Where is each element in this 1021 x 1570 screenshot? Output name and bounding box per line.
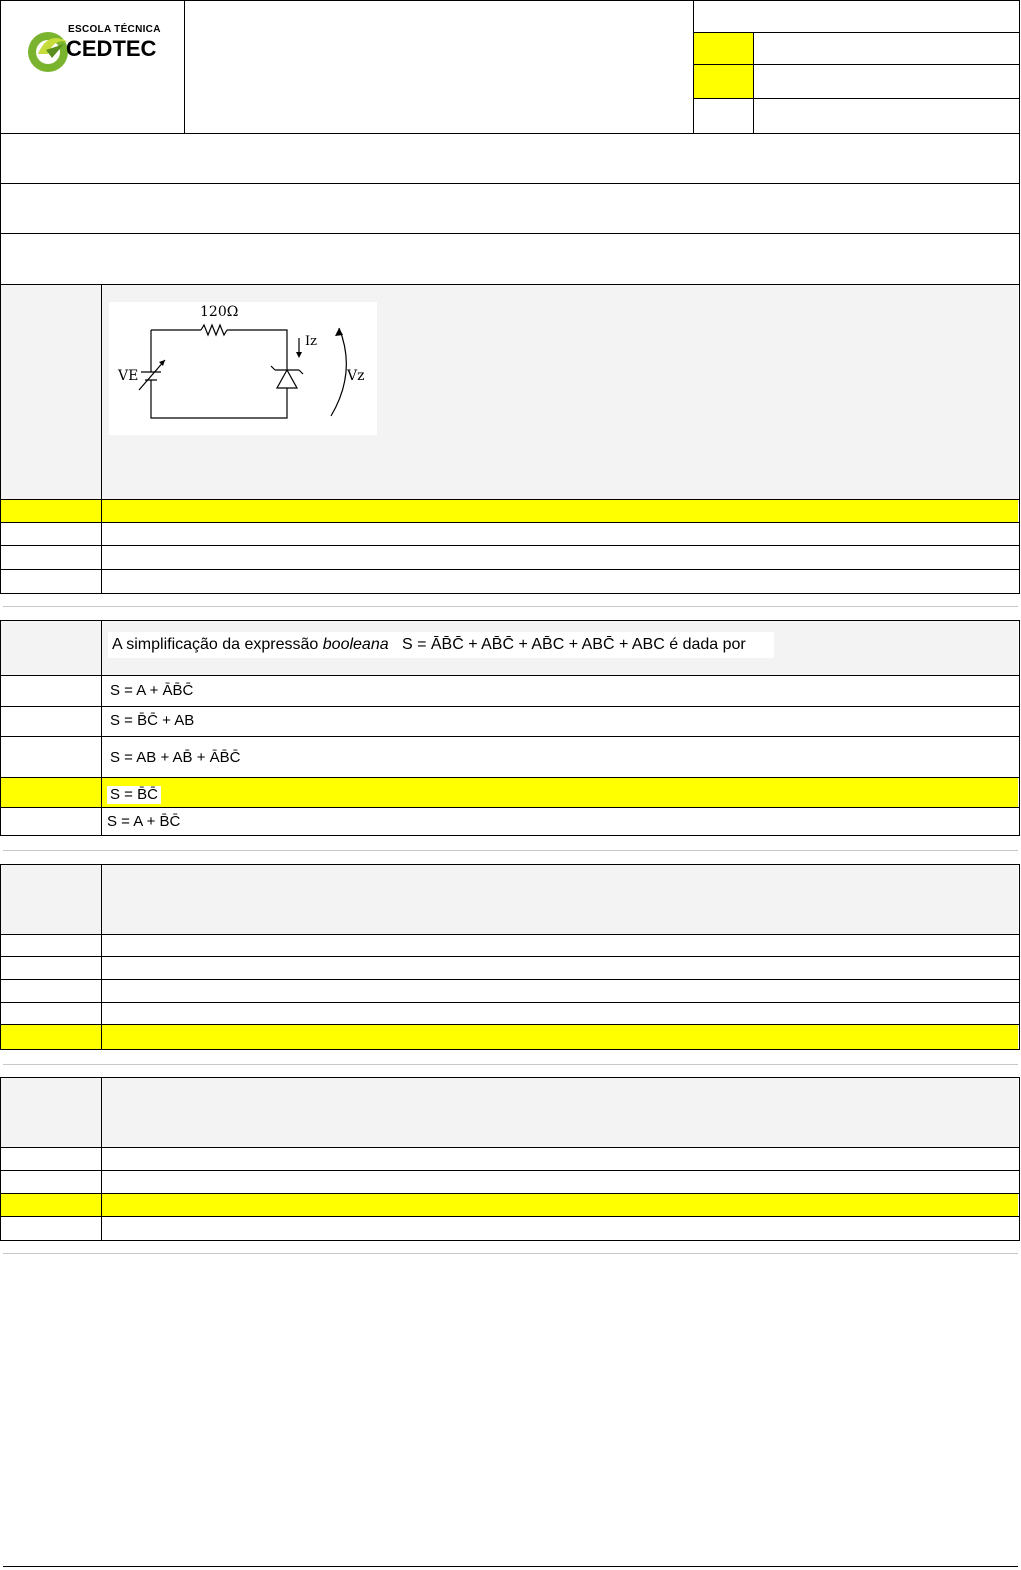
separator-2 (3, 850, 1018, 851)
q2-prompt-suffix: é dada por (669, 636, 746, 653)
q3-col-divider-yellow (101, 1025, 102, 1049)
q1-col-divider-yellow (101, 500, 102, 522)
header-yellow-cell-1 (694, 33, 753, 64)
logo-line2: CEDTEC (66, 36, 157, 61)
q2-option-b: S = B̄C̄ + AB (107, 712, 197, 730)
q3-option-b-row[interactable] (1, 957, 1018, 979)
header-right-rule-3 (693, 98, 1020, 99)
info-row-2 (0, 183, 1020, 234)
q1-option-a-row[interactable] (1, 500, 1018, 522)
header-yellow-cell-2 (694, 65, 753, 98)
q2-prompt-italic: booleana (322, 636, 389, 653)
zener-circuit-figure (109, 302, 377, 435)
info-row-3 (0, 233, 1020, 285)
q3-option-a-row[interactable] (1, 935, 1018, 956)
q3-option-d-row[interactable] (1, 1003, 1018, 1024)
info-row-1 (0, 133, 1020, 184)
header-divider-logo (184, 0, 185, 134)
q1-option-b-row[interactable] (1, 523, 1018, 544)
q3-option-c-row[interactable] (1, 980, 1018, 1002)
logo-line1: ESCOLA TÉCNICA (68, 24, 161, 35)
resistor-symbol (201, 325, 227, 335)
q4-option-a-row[interactable] (1, 1148, 1018, 1170)
current-label: Iz (305, 334, 317, 349)
question2-prompt (108, 632, 774, 658)
q2-option-c: S = AB + AB̄ + ĀB̄C̄ (107, 749, 244, 767)
resistor-label: 120Ω (200, 304, 239, 320)
q4-option-c-row[interactable] (1, 1194, 1018, 1216)
q2-option-d: S = B̄C̄ (107, 786, 161, 804)
separator-4 (3, 1253, 1018, 1254)
question4-statement-cell (1, 1078, 1018, 1147)
q2-expression: S = ĀB̄C̄ + AB̄C̄ + AB̄C + ABC̄ + ABC (401, 636, 665, 653)
q4-option-d-row[interactable] (1, 1217, 1018, 1240)
header-right-inner-divider (753, 32, 754, 134)
source-label: VE (118, 368, 139, 384)
q2-option-a: S = A + ĀB̄C̄ (107, 682, 196, 700)
q2-prompt-prefix: A simplificação da expressão (112, 636, 319, 653)
q2-option-e: S = A + B̄C̄ (104, 813, 183, 831)
q1-option-c-row[interactable] (1, 546, 1018, 568)
q3-option-e-row[interactable] (1, 1025, 1018, 1049)
q4-col-divider-yellow (101, 1194, 102, 1216)
question3-statement-cell (1, 865, 1018, 934)
q4-option-b-row[interactable] (1, 1171, 1018, 1193)
voltage-arc (331, 328, 346, 416)
q2-col-divider-yellow (101, 778, 102, 807)
q1-option-d-row[interactable] (1, 570, 1018, 592)
separator-3 (3, 1064, 1018, 1065)
school-logo (24, 22, 174, 82)
separator-1 (3, 606, 1018, 607)
zener-circuit-diagram (109, 302, 377, 435)
zener-triangle (277, 370, 297, 388)
footer-rule (3, 1566, 1018, 1567)
voltage-label: Vz (347, 368, 365, 384)
